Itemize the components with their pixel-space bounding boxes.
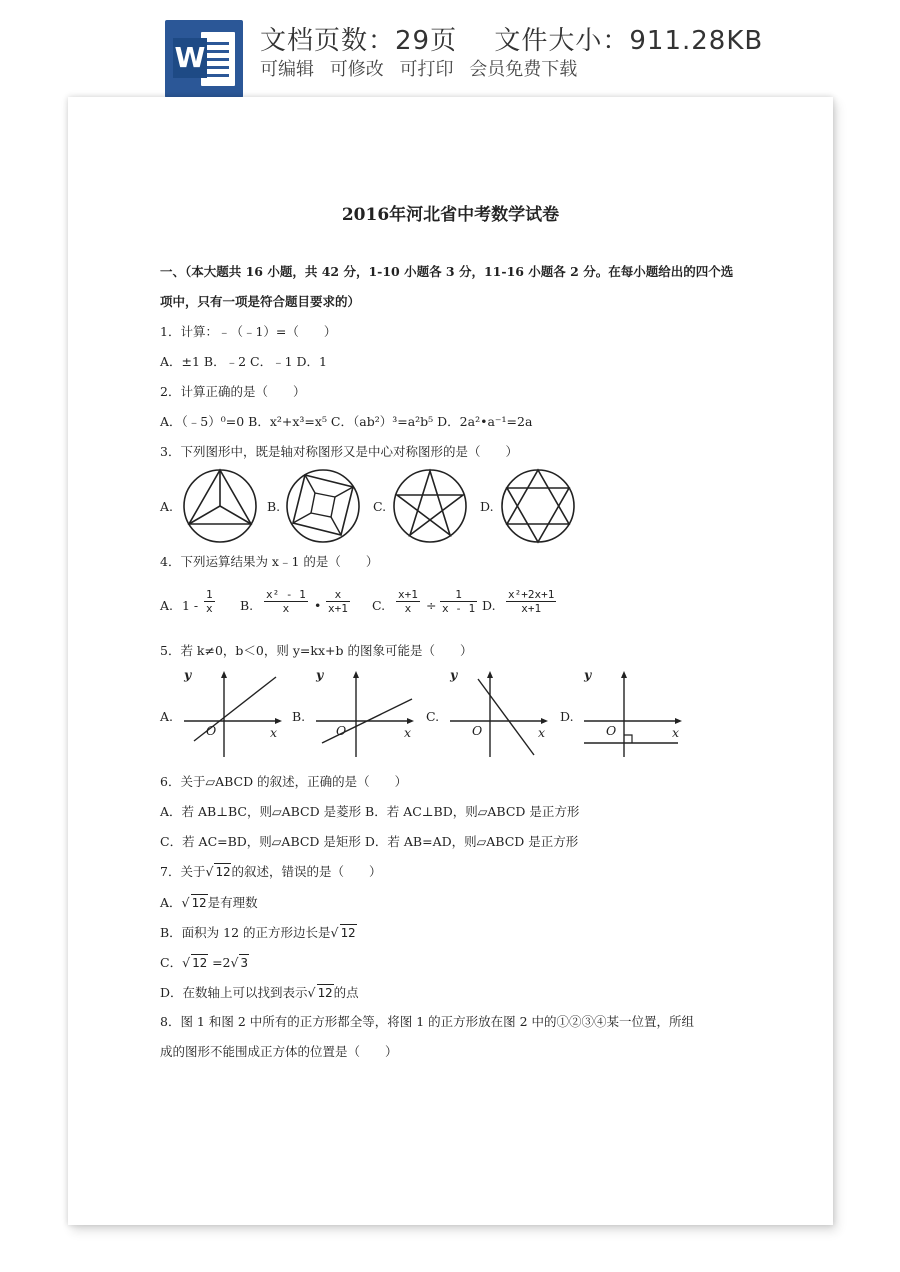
- page-count: 文档页数：29页: [260, 26, 458, 56]
- option-c-fraction-1: $\frac{x+1}{x}$: [398, 588, 418, 615]
- question-6-options-ab: A．若 AB⊥BC，则▱ABCD 是菱形 B．若 AC⊥BD，则▱ABCD 是正方形: [160, 804, 580, 819]
- question-4-options: [160, 588, 720, 624]
- feature-printable: 可打印: [399, 59, 454, 80]
- axis-y-label: y: [584, 667, 592, 682]
- axis-y-label: y: [184, 667, 192, 682]
- option-label: A.: [160, 499, 174, 514]
- axis-x-label: x: [538, 725, 546, 740]
- question-2-options: A．（﹣5）⁰=0 B．x²+x³=x⁵ C．（ab²）³=a²b⁵ D．2a²•a⁻¹=2a: [160, 414, 533, 429]
- option-label: C.: [372, 598, 386, 613]
- circle-triangle-figure: [182, 467, 262, 547]
- sqrt-sign: √: [307, 985, 316, 1000]
- question-7: 7．关于√ 12的叙述，错误的是（ ）: [160, 864, 382, 879]
- word-document-icon: [165, 20, 243, 98]
- section-heading-cont: 项中，只有一项是符合题目要求的）: [160, 294, 361, 309]
- axis-y-label: y: [316, 667, 324, 682]
- option-d-fraction: $\frac{\text{x²+2x+1}}{x+1}$: [508, 588, 555, 615]
- circle-square-pinwheel-figure: [285, 467, 365, 547]
- sqrt-sign: √: [205, 864, 214, 879]
- file-info: [260, 20, 763, 57]
- option-label: B.: [267, 499, 281, 514]
- graph-a: [184, 669, 284, 759]
- axis-x-label: x: [672, 725, 680, 740]
- option-label: B.: [292, 709, 306, 724]
- download-header: [0, 0, 900, 100]
- graph-b: [316, 669, 416, 759]
- option-label: A.: [160, 598, 174, 613]
- question-7-option-d: D．在数轴上可以找到表示√ 12的点: [160, 985, 359, 1000]
- question-3-figures: [160, 467, 720, 547]
- sqrt-sign: √: [182, 955, 191, 970]
- sqrt-sign: √: [181, 895, 190, 910]
- origin-label: O: [206, 723, 217, 738]
- option-label: C.: [373, 499, 387, 514]
- multiply-dot: •: [314, 598, 322, 613]
- section-heading: 一、（本大题共 16 小题，共 42 分，1-10 小题各 3 分，11-16 小题各 2 分。在每小题给出的四个选: [160, 264, 734, 279]
- radicand: 3: [240, 955, 249, 970]
- option-label: D.: [480, 499, 494, 514]
- radicand: 12: [192, 955, 208, 970]
- question-6: 6．关于▱ABCD 的叙述，正确的是（ ）: [160, 774, 408, 789]
- question-6-options-cd: C．若 AC=BD，则▱ABCD 是矩形 D．若 AB=AD，则▱ABCD 是正方形: [160, 834, 579, 849]
- axis-x-label: x: [404, 725, 412, 740]
- question-3: 3．下列图形中，既是轴对称图形又是中心对称图形的是（ ）: [160, 444, 518, 459]
- page-title: 2016年河北省中考数学试卷: [341, 205, 560, 225]
- question-4: 4．下列运算结果为 x﹣1 的是（ ）: [160, 554, 379, 569]
- circle-hexagram-figure: [500, 467, 580, 547]
- option-a-prefix: 1 -: [182, 598, 199, 613]
- feature-editable: 可编辑: [260, 59, 314, 80]
- origin-label: O: [472, 723, 483, 738]
- question-7-option-a: A．√ 12是有理数: [160, 895, 258, 910]
- radicand: 12: [215, 864, 231, 879]
- option-b-fraction-1: $\frac{\text{x² - 1}}{x}$: [266, 588, 306, 615]
- radicand: 12: [317, 985, 333, 1000]
- question-8: 8．图 1 和图 2 中所有的正方形都全等，将图 1 的正方形放在图 2 中的①②③④某一位置，所组: [160, 1014, 695, 1029]
- feature-free-download: 会员免费下载: [469, 59, 578, 80]
- option-label: B.: [240, 598, 254, 613]
- question-8-cont: 成的图形不能围成正方体的位置是（ ）: [160, 1044, 398, 1059]
- sqrt-sign: √: [330, 925, 339, 940]
- divide-sign: ÷: [426, 598, 437, 613]
- feature-list: [260, 55, 577, 81]
- question-1-options: A．±1 B．﹣2 C．﹣1 D．1: [160, 354, 328, 369]
- option-label: D.: [560, 709, 574, 724]
- option-label: D.: [482, 598, 496, 613]
- question-7-option-c: C．√ 12 =2√ 3: [160, 955, 249, 970]
- option-b-fraction-2: $\frac{x}{x+1}$: [328, 588, 348, 615]
- axis-y-label: y: [450, 667, 458, 682]
- question-1: 1．计算：﹣（﹣1）=（ ）: [160, 324, 337, 339]
- origin-label: O: [606, 723, 617, 738]
- option-label: A.: [160, 709, 174, 724]
- graph-d: [584, 669, 684, 759]
- graph-c: [450, 669, 550, 759]
- feature-modifiable: 可修改: [329, 59, 384, 80]
- document-page: [68, 97, 833, 1225]
- axis-x-label: x: [270, 725, 278, 740]
- radicand: 12: [191, 895, 207, 910]
- option-label: C.: [426, 709, 440, 724]
- origin-label: O: [336, 723, 347, 738]
- option-c-fraction-2: $\frac{1}{x - 1}$: [442, 588, 476, 615]
- radicand: 12: [340, 925, 356, 940]
- question-7-option-b: B．面积为 12 的正方形边长是√ 12: [160, 925, 356, 940]
- question-2: 2．计算正确的是（ ）: [160, 384, 306, 399]
- word-letter-badge: W: [173, 38, 207, 78]
- question-5-graphs: [160, 669, 720, 764]
- file-size: 文件大小：911.28KB: [494, 26, 764, 56]
- sqrt-sign: √: [230, 955, 239, 970]
- circle-pentagram-figure: [392, 467, 472, 547]
- option-a-fraction: $\frac{1}{x}$: [206, 588, 213, 615]
- question-5: 5．若 k≠0，b＜0，则 y=kx+b 的图象可能是（ ）: [160, 643, 473, 658]
